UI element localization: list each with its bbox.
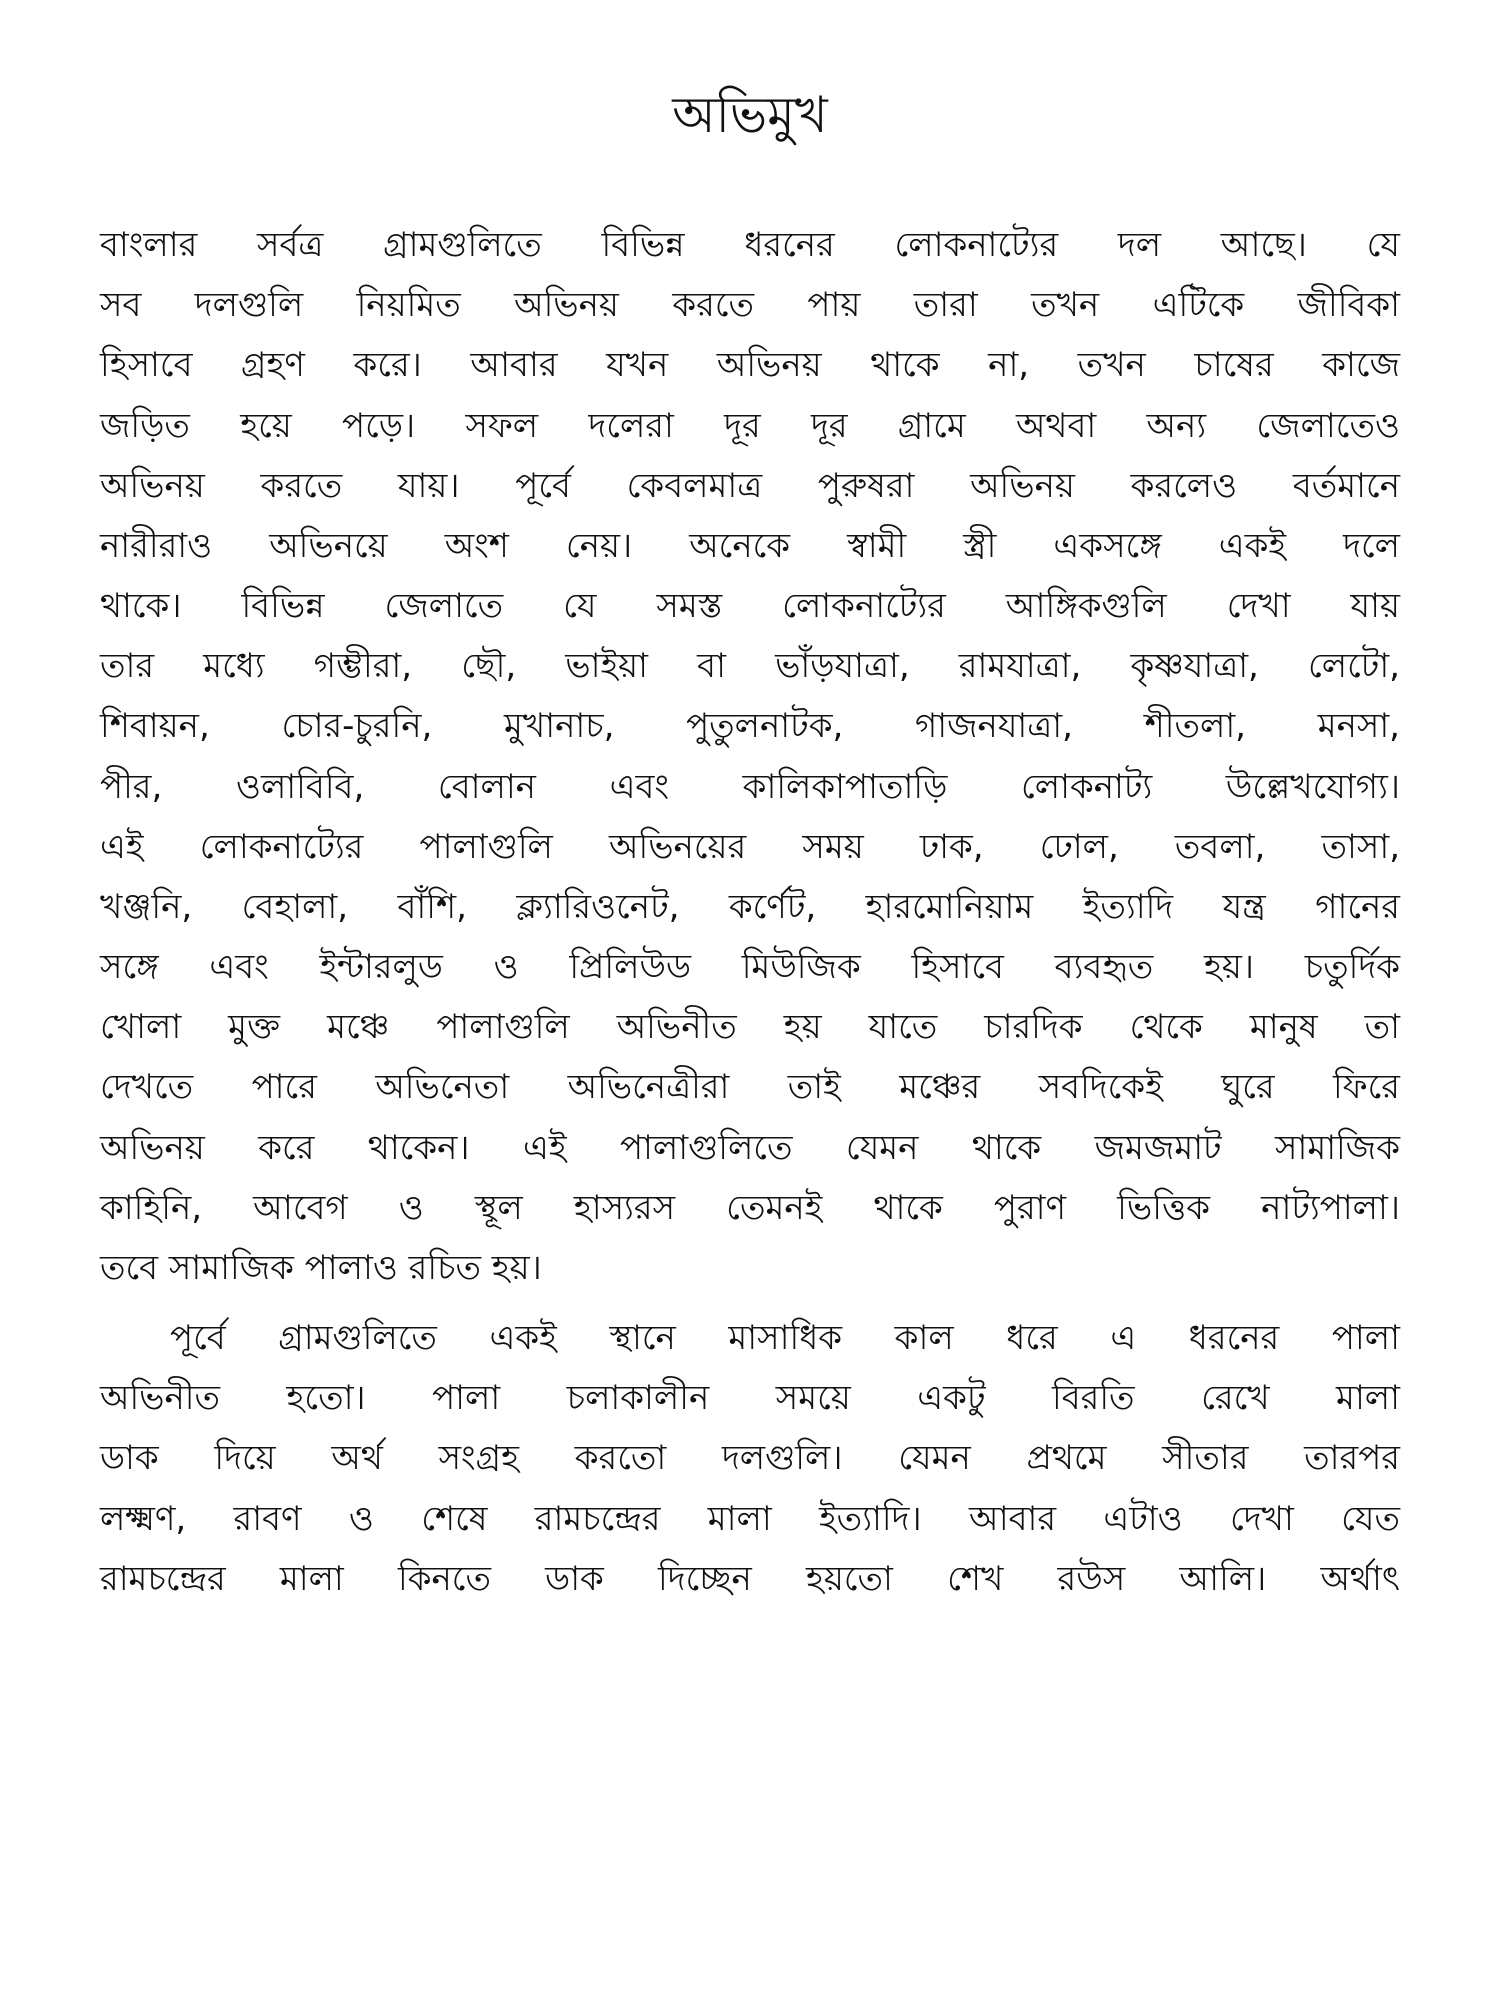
text-line: পীর, ওলাবিবি, বোলান এবং কালিকাপাতাড়ি লোকনাট্য উল্লেখযোগ্য। bbox=[100, 766, 1400, 807]
text-line: কাহিনি, আবেগ ও স্থূল হাস্যরস তেমনই থাকে পুরাণ ভিত্তিক নাট্যপালা। bbox=[100, 1187, 1400, 1228]
text-line: এই লোকনাট্যের পালাগুলি অভিনয়ের সময় ঢাক, ঢোল, তবলা, তাসা, bbox=[100, 826, 1400, 867]
page-title: অভিমুখ bbox=[672, 86, 828, 144]
text-line: তার মধ্যে গম্ভীরা, ছৌ, ভাইয়া বা ভাঁড়যাত্রা, রামযাত্রা, কৃষ্ণযাত্রা, লেটো, bbox=[100, 646, 1400, 687]
text-line: অভিনয় করে থাকেন। এই পালাগুলিতে যেমন থাকে জমজমাট সামাজিক bbox=[100, 1127, 1400, 1168]
text-line: নারীরাও অভিনয়ে অংশ নেয়। অনেকে স্বামী স্ত্রী একসঙ্গে একই দলে bbox=[100, 525, 1400, 566]
body-text bbox=[100, 215, 1400, 1609]
text-line: খোলা মুক্ত মঞ্চে পালাগুলি অভিনীত হয় যাতে চারদিক থেকে মানুষ তা bbox=[100, 1007, 1400, 1048]
text-line: থাকে। বিভিন্ন জেলাতে যে সমস্ত লোকনাট্যের আঙ্গিকগুলি দেখা যায় bbox=[100, 586, 1400, 627]
text-line: দেখতে পারে অভিনেতা অভিনেত্রীরা তাই মঞ্চের সবদিকেই ঘুরে ফিরে bbox=[100, 1067, 1400, 1108]
paragraph-1 bbox=[100, 215, 1400, 1298]
text-line: হিসাবে গ্রহণ করে। আবার যখন অভিনয় থাকে না, তখন চাষের কাজে bbox=[100, 345, 1400, 386]
text-line: পূর্বে গ্রামগুলিতে একই স্থানে মাসাধিক কাল ধরে এ ধরনের পালা bbox=[170, 1318, 1400, 1359]
text-line: অভিনীত হতো। পালা চলাকালীন সময়ে একটু বিরতি রেখে মালা bbox=[100, 1378, 1400, 1419]
text-line: খঞ্জনি, বেহালা, বাঁশি, ক্ল্যারিওনেট, কর্ণেট, হারমোনিয়াম ইত্যাদি যন্ত্র গানের bbox=[100, 886, 1400, 927]
text-line: অভিনয় করতে যায়। পূর্বে কেবলমাত্র পুরুষরা অভিনয় করলেও বর্তমানে bbox=[100, 465, 1400, 506]
text-line: লক্ষ্মণ, রাবণ ও শেষে রামচন্দ্রের মালা ইত্যাদি। আবার এটাও দেখা যেত bbox=[100, 1498, 1400, 1539]
paragraph-2 bbox=[100, 1308, 1400, 1609]
text-line: বাংলার সর্বত্র গ্রামগুলিতে বিভিন্ন ধরনের লোকনাট্যের দল আছে। যে bbox=[100, 225, 1400, 265]
text-line: রামচন্দ্রের মালা কিনতে ডাক দিচ্ছেন হয়তো শেখ রউস আলি। অর্থাৎ bbox=[100, 1558, 1400, 1599]
text-line: জড়িত হয়ে পড়ে। সফল দলেরা দূর দূর গ্রামে অথবা অন্য জেলাতেও bbox=[100, 405, 1400, 446]
text-line: তবে সামাজিক পালাও রচিত হয়। bbox=[100, 1247, 542, 1288]
text-line: সব দলগুলি নিয়মিত অভিনয় করতে পায় তারা তখন এটিকে জীবিকা bbox=[100, 285, 1400, 326]
text-line: সঙ্গে এবং ইন্টারলুড ও প্রিলিউড মিউজিক হিসাবে ব্যবহৃত হয়। চতুর্দিক bbox=[100, 947, 1400, 988]
text-line: ডাক দিয়ে অর্থ সংগ্রহ করতো দলগুলি। যেমন প্রথমে সীতার তারপর bbox=[100, 1438, 1400, 1479]
text-line: শিবায়ন, চোর-চুরনি, মুখানাচ, পুতুলনাটক, গাজনযাত্রা, শীতলা, মনসা, bbox=[100, 706, 1400, 747]
